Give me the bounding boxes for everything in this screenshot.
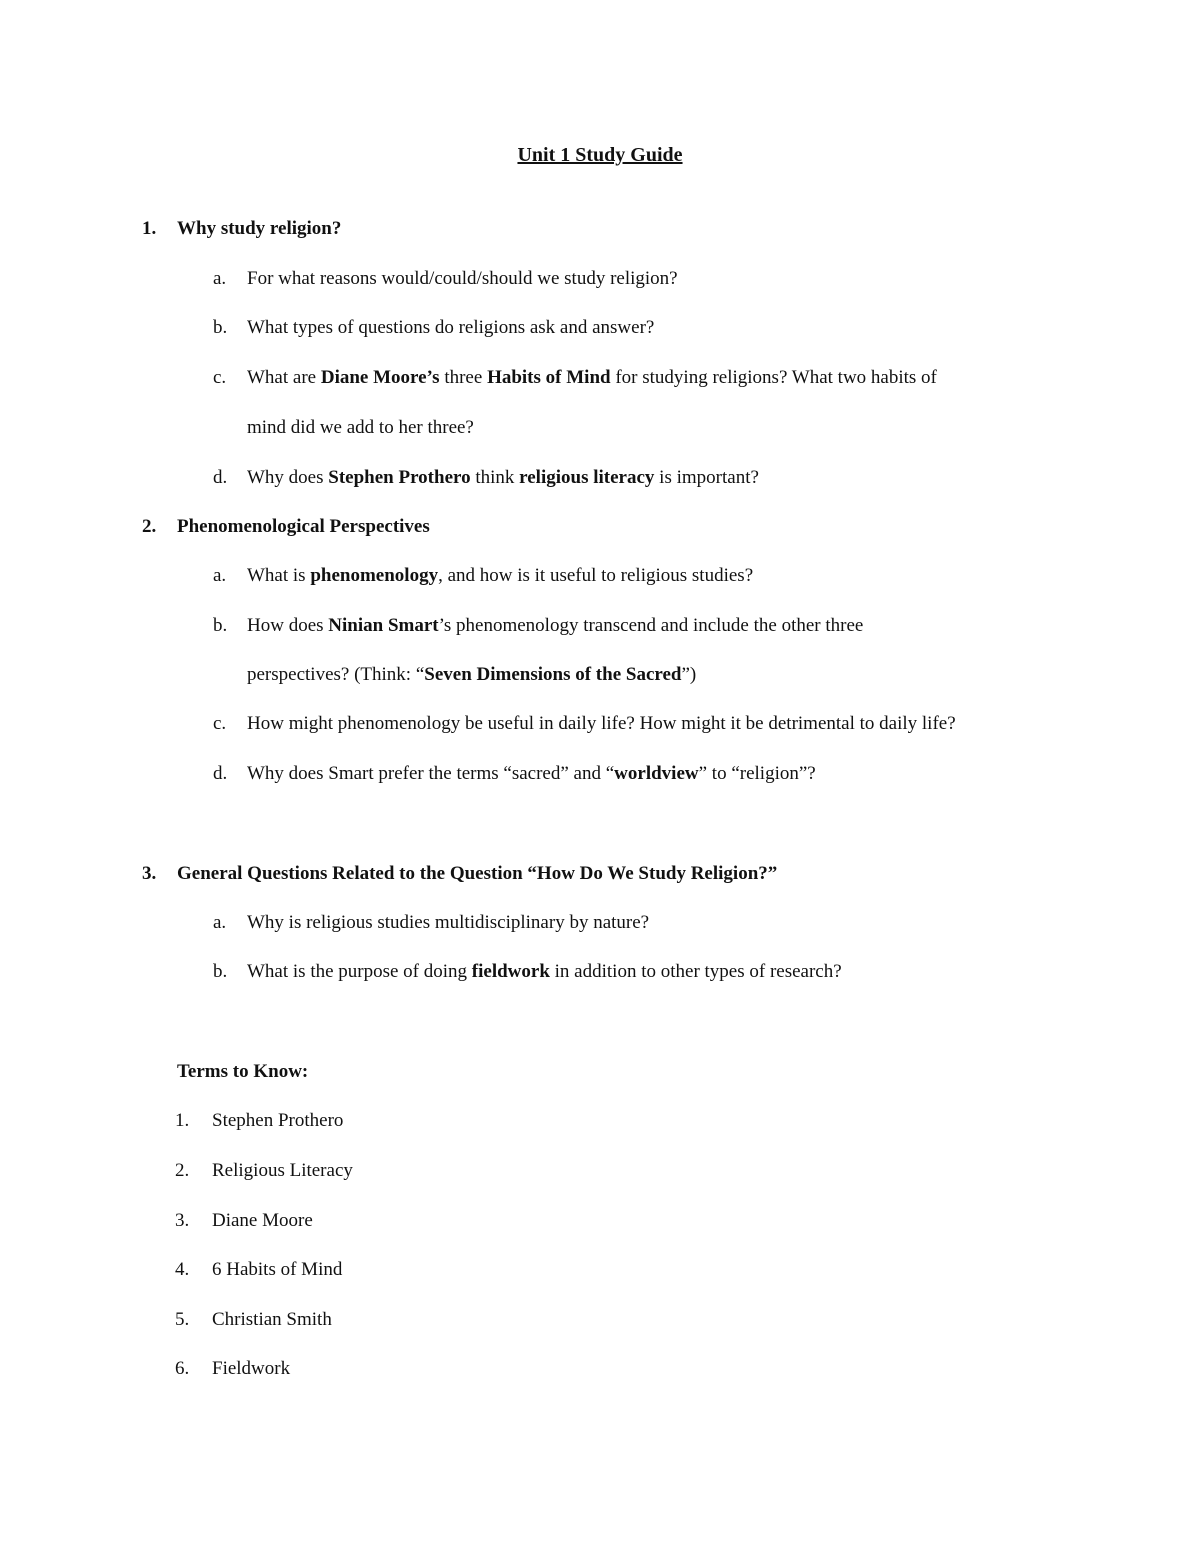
section-3-item-b-text: What is the purpose of doing fieldwork in addition to other types of research? xyxy=(247,961,842,982)
section-2-item-d-letter: d. xyxy=(213,763,228,784)
section-2-item-a-text: What is phenomenology, and how is it useful to religious studies? xyxy=(247,565,754,586)
term-item: Religious Literacy xyxy=(212,1160,353,1181)
section-2-item-b-continuation: perspectives? (Think: “Seven Dimensions of the Sacred”) xyxy=(247,664,697,685)
term-item: Fieldwork xyxy=(212,1358,291,1379)
term-item: Christian Smith xyxy=(212,1309,332,1330)
section-3-heading: General Questions Related to the Question “How Do We Study Religion?” xyxy=(177,863,778,884)
section-1-item-c-continuation: mind did we add to her three? xyxy=(247,417,474,438)
section-3-item-a-letter: a. xyxy=(213,912,227,933)
term-number: 2. xyxy=(175,1160,190,1181)
section-2-item-b-letter: b. xyxy=(213,615,228,636)
section-3-item-a-text: Why is religious studies multidisciplinary by nature? xyxy=(247,912,650,933)
page-title: Unit 1 Study Guide xyxy=(517,144,683,166)
section-1-heading: Why study religion? xyxy=(177,218,342,239)
term-item: Stephen Prothero xyxy=(212,1110,344,1131)
section-3-item-b-letter: b. xyxy=(213,961,228,982)
section-2-number: 2. xyxy=(142,516,157,537)
section-1-item-a-text: For what reasons would/could/should we study religion? xyxy=(247,268,678,289)
section-2-item-c-letter: c. xyxy=(213,713,227,734)
section-1-item-d-text: Why does Stephen Prothero think religious literacy is important? xyxy=(247,467,759,488)
section-1-item-c-letter: c. xyxy=(213,367,227,388)
section-2-heading: Phenomenological Perspectives xyxy=(177,516,430,537)
section-1-item-c-text: What are Diane Moore’s three Habits of Mind for studying religions? What two habits of xyxy=(247,367,937,388)
term-number: 3. xyxy=(175,1210,190,1231)
section-1-item-d-letter: d. xyxy=(213,467,228,488)
section-1-item-b-text: What types of questions do religions ask and answer? xyxy=(247,317,655,338)
term-item: Diane Moore xyxy=(212,1210,313,1231)
section-2-item-d-text: Why does Smart prefer the terms “sacred” and “worldview” to “religion”? xyxy=(247,763,816,784)
term-number: 5. xyxy=(175,1309,190,1330)
term-number: 1. xyxy=(175,1110,190,1131)
section-2-item-a-letter: a. xyxy=(213,565,227,586)
term-number: 6. xyxy=(175,1358,190,1379)
terms-heading: Terms to Know: xyxy=(177,1061,309,1082)
section-2-item-b-text: How does Ninian Smart’s phenomenology transcend and include the other three xyxy=(247,615,864,636)
section-1-item-a-letter: a. xyxy=(213,268,227,289)
section-1-number: 1. xyxy=(142,218,157,239)
section-2-item-c-text: How might phenomenology be useful in daily life? How might it be detrimental to daily life? xyxy=(247,713,956,734)
term-number: 4. xyxy=(175,1259,190,1280)
section-3-number: 3. xyxy=(142,863,157,884)
term-item: 6 Habits of Mind xyxy=(212,1259,343,1280)
section-1-item-b-letter: b. xyxy=(213,317,228,338)
